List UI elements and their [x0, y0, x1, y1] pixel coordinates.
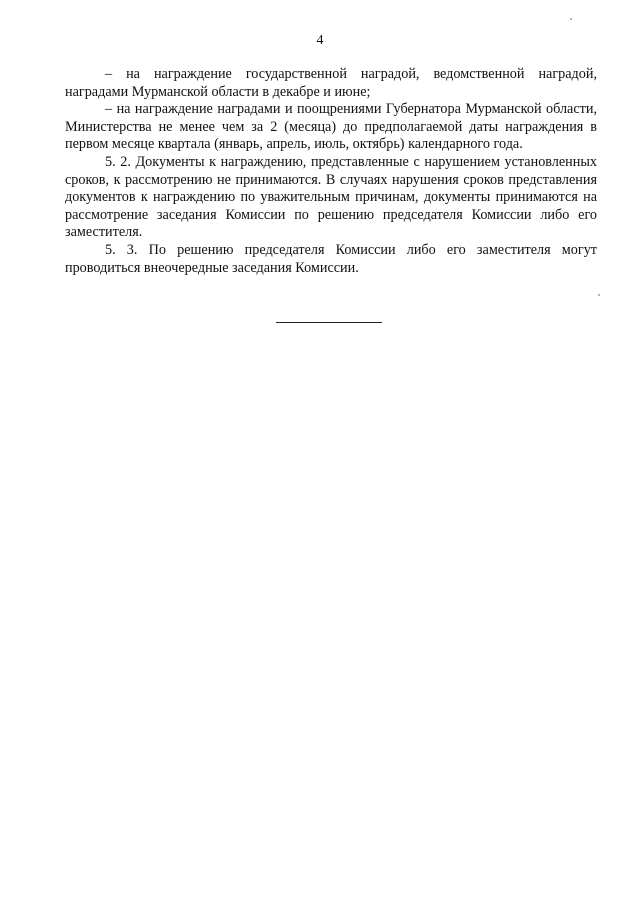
end-of-text-divider [276, 322, 382, 323]
paragraph-state-awards-deadline: – на награждение государственной наградой, ведомственной наградой, наградами Мурманской области в декабре и июне; [65, 66, 597, 100]
scan-speck [598, 294, 600, 296]
paragraph-5-2: 5. 2. Документы к награждению, представленные с нарушением установленных сроков, к рассмотрению не принимаются. В случаях нарушения сроков представления документов к награждению по уважительным причинам, документы принимаются на рассмотрение заседания Комиссии по решению председателя Комиссии либо его заместителя. [65, 153, 597, 241]
document-body [65, 66, 597, 277]
scan-speck [570, 18, 572, 20]
paragraph-5-3: 5. 3. По решению председателя Комиссии либо его заместителя могут проводиться внеочередные заседания Комиссии. [65, 241, 597, 276]
paragraph-governor-awards-deadline: – на награждение наградами и поощрениями Губернатора Мурманской области, Министерства не менее чем за 2 (месяца) до предполагаемой даты награждения в первом месяце квартала (январь, апрель, июль, октябрь) календарного года. [65, 101, 597, 153]
page-number: 4 [316, 33, 324, 48]
